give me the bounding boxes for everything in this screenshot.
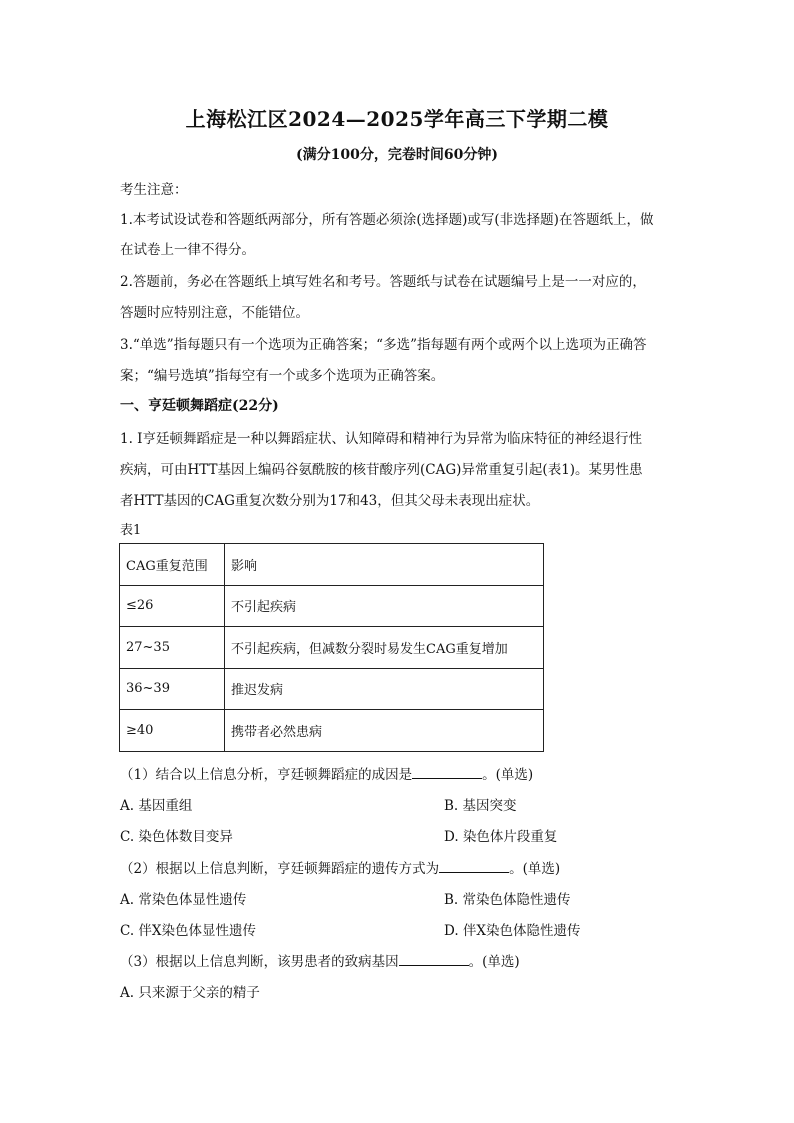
option-c: C. 染色体数目变异 <box>120 829 233 845</box>
table-header-cell: 影响 <box>225 544 544 586</box>
notice-line: 1.本考试设试卷和答题纸两部分，所有答题必须涂(选择题)或写(非选择题)在答题纸上，做 <box>120 212 654 228</box>
option-a: A. 基因重组 <box>120 798 193 814</box>
question-suffix: 。(单选) <box>468 954 520 970</box>
answer-blank <box>439 859 509 873</box>
option-d: D. 伴X染色体隐性遗传 <box>444 923 581 939</box>
notice-line: 2.答题前，务必在答题纸上填写姓名和考号。答题纸与试卷在试题编号上是一一对应的， <box>120 274 646 290</box>
table-cell: 27~35 <box>120 627 225 669</box>
table-cell: ≥40 <box>120 710 225 752</box>
table-header-cell: CAG重复范围 <box>120 544 225 586</box>
notice-heading: 考生注意： <box>120 182 188 198</box>
question-text: （1）结合以上信息分析，亨廷顿舞蹈症的成因是 <box>120 767 413 783</box>
page-title: 上海松江区2024—2025学年高三下学期二模 <box>185 107 609 131</box>
question-suffix: 。(单选) <box>482 767 534 783</box>
option-a: A. 只来源于父亲的精子 <box>120 985 260 1001</box>
question-suffix: 。(单选) <box>509 861 561 877</box>
question-2-stem <box>120 857 560 877</box>
option-d: D. 染色体片段重复 <box>444 829 558 845</box>
page-subtitle: (满分100分，完卷时间60分钟) <box>296 147 498 163</box>
table-row <box>120 585 544 627</box>
option-c: C. 伴X染色体显性遗传 <box>120 923 257 939</box>
table-cell: 推迟发病 <box>225 668 544 710</box>
question-1-stem <box>120 763 533 783</box>
table-cell: ≤26 <box>120 585 225 627</box>
question-text: （3）根据以上信息判断，该男患者的致病基因 <box>120 954 399 970</box>
table-row <box>120 710 544 752</box>
answer-blank <box>399 952 469 966</box>
option-a: A. 常染色体显性遗传 <box>120 892 247 908</box>
intro-line: 1. Ⅰ亨廷顿舞蹈症是一种以舞蹈症状、认知障碍和精神行为异常为临床特征的神经退行性 <box>120 431 643 447</box>
table-cell: 不引起疾病 <box>225 585 544 627</box>
option-b: B. 基因突变 <box>444 798 517 814</box>
question-3-stem <box>120 950 520 970</box>
option-b: B. 常染色体隐性遗传 <box>444 892 571 908</box>
notice-line: 案；“编号选填”指每空有一个或多个选项为正确答案。 <box>120 368 445 384</box>
question-text: （2）根据以上信息判断，亨廷顿舞蹈症的遗传方式为 <box>120 861 440 877</box>
section-heading: 一、亨廷顿舞蹈症(22分) <box>120 398 279 414</box>
table-row <box>120 668 544 710</box>
intro-line: 者HTT基因的CAG重复次数分别为17和43，但其父母未表现出症状。 <box>120 493 540 509</box>
notice-line: 3.“单选”指每题只有一个选项为正确答案；“多选”指每题有两个或两个以上选项为正确答 <box>120 337 647 353</box>
table-cell: 36~39 <box>120 668 225 710</box>
notice-line: 在试卷上一律不得分。 <box>120 242 255 258</box>
intro-line: 疾病，可由HTT基因上编码谷氨酰胺的核苷酸序列(CAG)异常重复引起(表1)。某男性患 <box>120 462 643 478</box>
cag-table <box>119 543 544 752</box>
answer-blank <box>412 765 482 779</box>
table-cell: 不引起疾病，但减数分裂时易发生CAG重复增加 <box>225 627 544 669</box>
table-caption: 表1 <box>120 523 142 538</box>
table-cell: 携带者必然患病 <box>225 710 544 752</box>
table-row <box>120 627 544 669</box>
table-header-row <box>120 544 544 586</box>
notice-line: 答题时应特别注意，不能错位。 <box>120 305 309 321</box>
